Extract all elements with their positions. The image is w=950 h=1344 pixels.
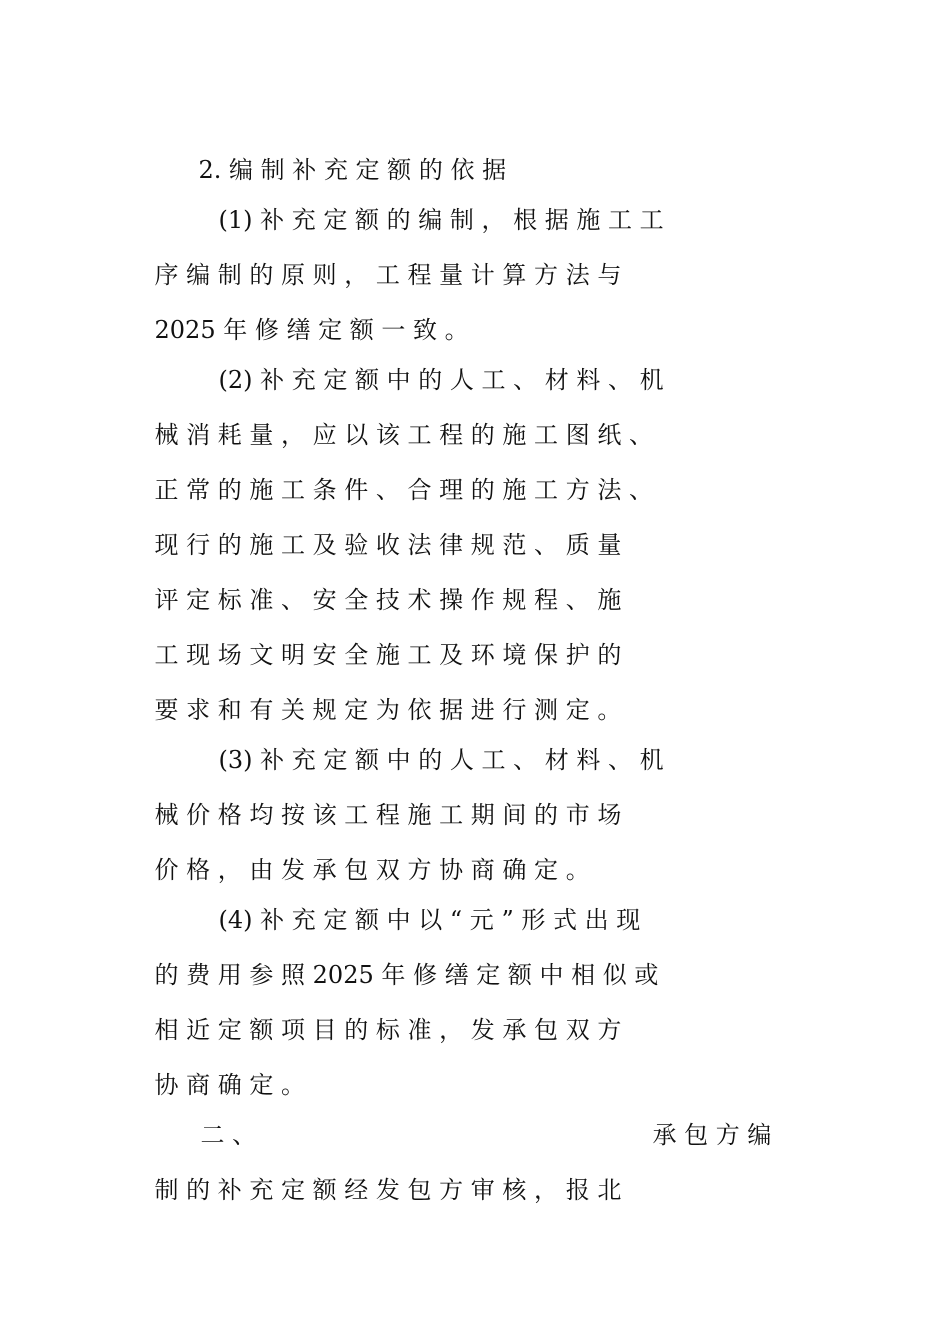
line-text: 要 求 和 有 关 规 定 为 依 据 进 行 测 定 。: [154, 696, 622, 724]
paragraph-line: [622, 1090, 808, 1149]
line-text: 正 常 的 施 工 条 件 、 合 理 的 施 工 方 法 、: [154, 476, 653, 504]
heading-text: 2. 编 制 补 充 定 额 的 依 据: [198, 156, 507, 184]
paragraph-line: [124, 445, 840, 504]
paragraph-line: [188, 335, 808, 394]
line-text: 工 现 场 文 明 安 全 施 工 及 环 境 保 护 的: [154, 641, 622, 669]
line-text: (4) 补 充 定 额 中 以 “ 元 ” 形 式 出 现: [218, 906, 641, 934]
paragraph-line: [124, 1040, 808, 1099]
section-heading: [168, 125, 852, 184]
line-text: 价 格 ， 由 发 承 包 双 方 协 商 确 定 。: [154, 856, 590, 884]
line-text: 序 编 制 的 原 则 ， 工 程 量 计 算 方 法 与: [154, 261, 622, 289]
line-text: (3) 补 充 定 额 中 的 人 工 、 材 料 、 机: [218, 746, 664, 774]
paragraph-line: [124, 665, 808, 724]
line-text: 二 、: [200, 1121, 257, 1149]
paragraph-line: [124, 230, 808, 289]
line-text: 评 定 标 准 、 安 全 技 术 操 作 规 程 、 施: [154, 586, 622, 614]
paragraph-line: [188, 175, 808, 234]
section-number: [170, 1090, 290, 1149]
paragraph-line: [124, 285, 808, 344]
line-text: 相 近 定 额 项 目 的 标 准 ， 发 承 包 双 方: [154, 1016, 622, 1044]
line-text: 械 价 格 均 按 该 工 程 施 工 期 间 的 市 场: [154, 801, 622, 829]
paragraph-line: [188, 875, 808, 934]
line-text: 械 消 耗 量 ， 应 以 该 工 程 的 施 工 图 纸 、: [154, 421, 653, 449]
paragraph-line: [124, 610, 808, 669]
paragraph-line: [124, 390, 840, 449]
paragraph-line: [124, 825, 808, 884]
line-text: 的 费 用 参 照 2025 年 修 缮 定 额 中 相 似 或: [154, 961, 659, 989]
line-text: (2) 补 充 定 额 中 的 人 工 、 材 料 、 机: [218, 366, 664, 394]
paragraph-line: [124, 555, 808, 614]
line-text: 协 商 确 定 。: [154, 1071, 306, 1099]
paragraph-line: [124, 500, 808, 559]
line-text: 承 包 方 编: [652, 1121, 772, 1149]
line-text: 制 的 补 充 定 额 经 发 包 方 审 核 ， 报 北: [154, 1176, 622, 1204]
line-text: 2025 年 修 缮 定 额 一 致 。: [154, 316, 469, 344]
paragraph-line: [124, 930, 808, 989]
paragraph-line: [188, 715, 808, 774]
paragraph-line: [124, 985, 808, 1044]
paragraph-line: [124, 770, 808, 829]
line-text: 现 行 的 施 工 及 验 收 法 律 规 范 、 质 量: [154, 531, 622, 559]
paragraph-line: [124, 1145, 808, 1204]
line-text: (1) 补 充 定 额 的 编 制 ， 根 据 施 工 工: [218, 206, 664, 234]
